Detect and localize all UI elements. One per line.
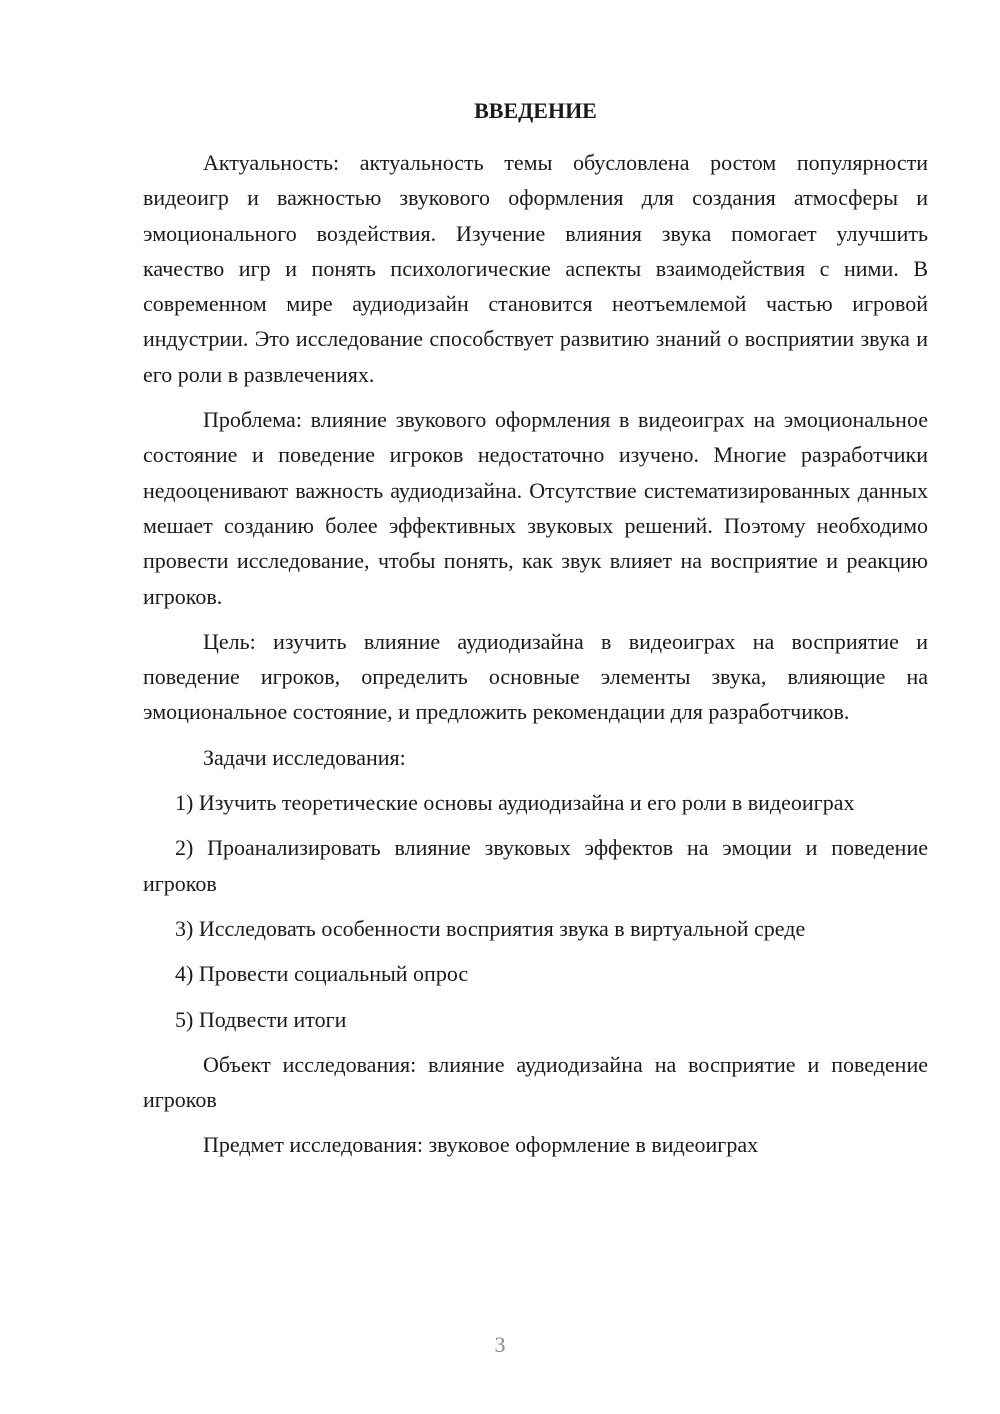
task-item-4: 4) Провести социальный опрос: [175, 961, 469, 987]
task-item-5: 5) Подвести итоги: [175, 1006, 347, 1032]
goal-paragraph: Цель: изучить влияние аудиодизайна в видеоиграх на восприятие и поведение игроков, определить основные элементы звука, влияющие на эмоциональное состояние, и предложить рекомендации для разработчиков.: [143, 628, 928, 725]
problem-paragraph: Проблема: влияние звукового оформления в видеоиграх на эмоциональное состояние и поведение игроков недостаточно изучено. Многие разработчики недооценивают важность аудиодизайна. Отсутствие систематизированных данных мешает созданию более эффективных звуковых решений. Поэтому необходимо провести исследование, чтобы понять, как звук влияет на восприятие и реакцию игроков.: [143, 407, 928, 609]
task-item-3: 3) Исследовать особенности восприятия звука в виртуальной среде: [175, 915, 806, 941]
task-item-1: 1) Изучить теоретические основы аудиодизайна и его роли в видеоиграх: [175, 790, 855, 816]
tasks-title: Задачи исследования:: [203, 744, 406, 770]
section-heading: ВВЕДЕНИЕ: [474, 98, 597, 123]
object-paragraph: Объект исследования: влияние аудиодизайна на восприятие и поведение игроков: [143, 1051, 928, 1113]
subject-paragraph: Предмет исследования: звуковое оформление в видеоиграх: [203, 1132, 759, 1158]
relevance-paragraph: Актуальность: актуальность темы обусловлена ростом популярности видеоигр и важностью звукового оформления для создания атмосферы и эмоционального воздействия. Изучение влияния звука помогает улучшить качество игр и понять психологические аспекты взаимодействия с ними. В современном мире аудиодизайн становится неотъемлемой частью игровой индустрии. Это исследование способствует развитию знаний о восприятии звука и его роли в развлечениях.: [143, 150, 928, 387]
page-content: [143, 93, 928, 1173]
task-item-2: 2) Проанализировать влияние звуковых эффектов на эмоции и поведение игроков: [143, 835, 928, 896]
page-number: 3: [494, 1332, 506, 1357]
